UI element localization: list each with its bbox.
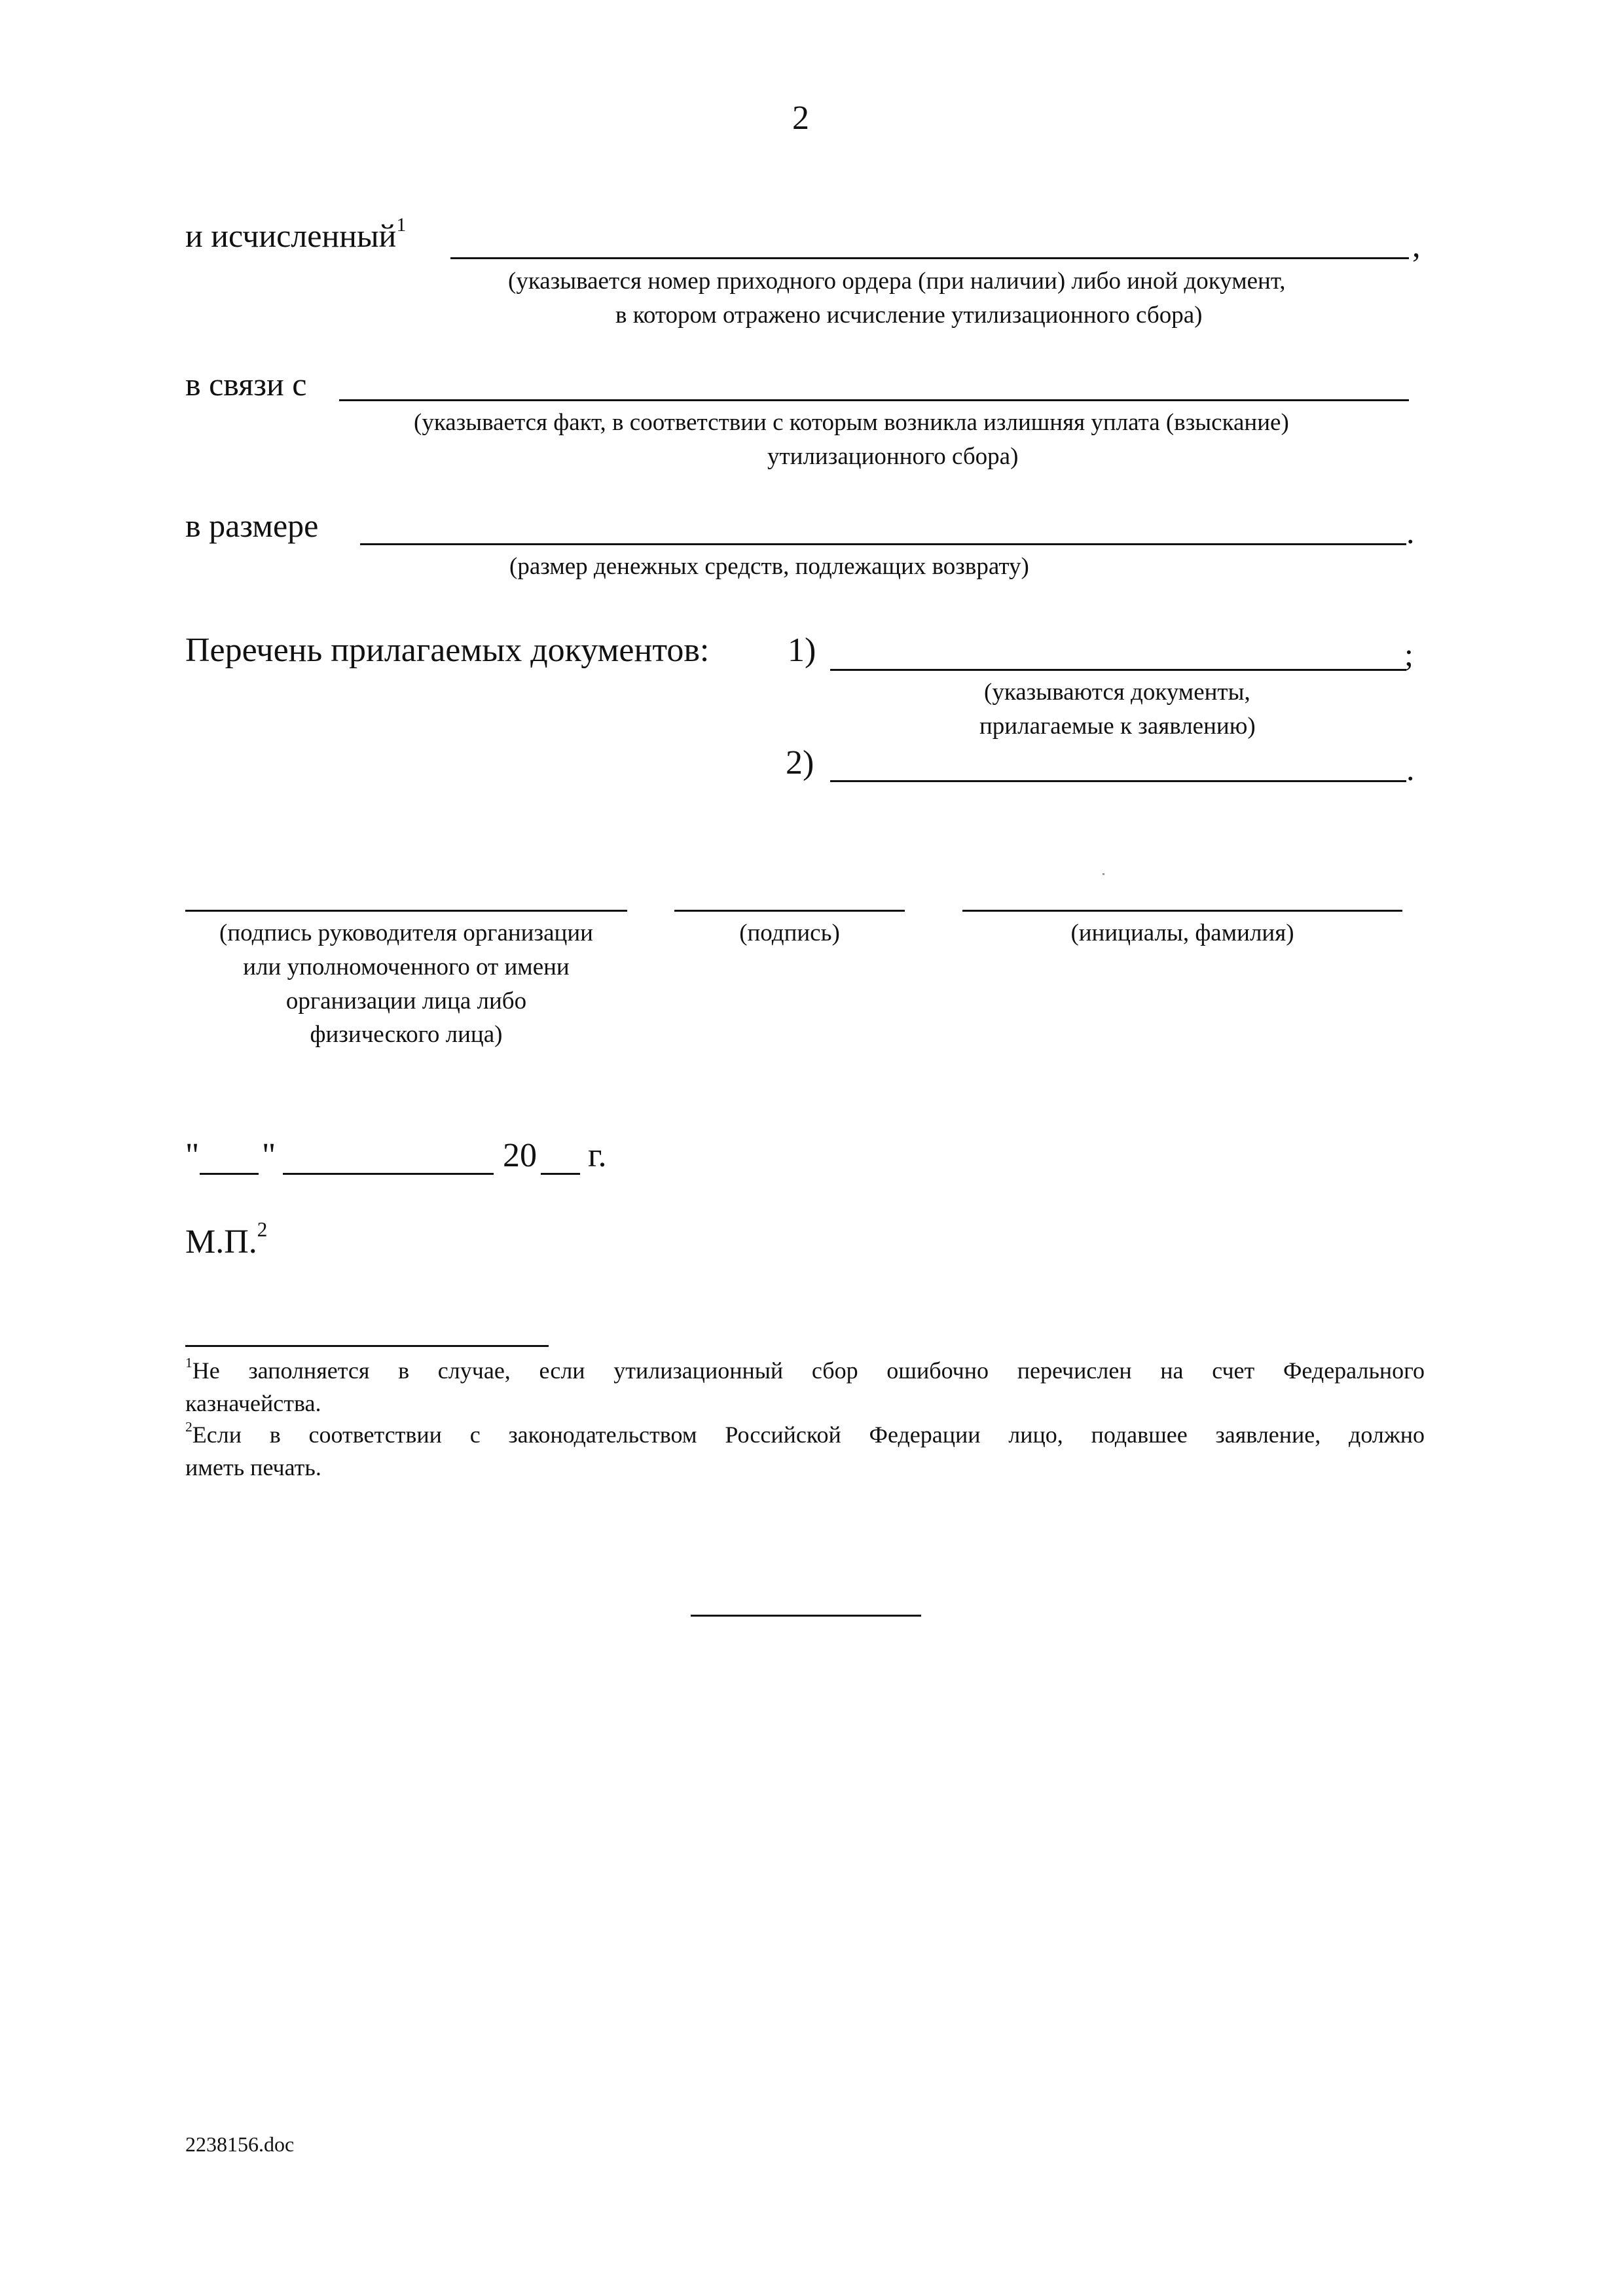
reason-field[interactable] (339, 399, 1409, 401)
footnote-2 (185, 1419, 1425, 1484)
document-end-rule (691, 1615, 921, 1617)
attachments-label: Перечень прилагаемых документов: (185, 632, 710, 669)
file-name: 2238156.doc (185, 2132, 295, 2156)
calculated-field[interactable] (450, 257, 1409, 259)
footnote-1-text: Не заполняется в случае, если утилизационный сбор ошибочно перечислен на счет Федерального (192, 1357, 1425, 1384)
date-year-field[interactable] (541, 1173, 580, 1175)
initials-hint: (инициалы, фамилия) (1070, 920, 1294, 946)
stamp-label (185, 1218, 268, 1261)
footnote-2-line2: иметь печать. (185, 1454, 321, 1480)
attachment-1-semicolon: ; (1404, 636, 1413, 673)
attachment-2-period: . (1406, 751, 1415, 787)
head-signature-field[interactable] (185, 910, 627, 912)
date-month-field[interactable] (283, 1173, 494, 1175)
date-day-field[interactable] (200, 1173, 259, 1175)
initials-field[interactable] (962, 910, 1402, 912)
signature-hint: (подпись) (739, 920, 840, 946)
attachment-2-number: 2) (786, 744, 814, 781)
attachment-2-field[interactable] (830, 780, 1406, 782)
page-number: 2 (792, 99, 809, 137)
footnote-1-line2: казначейства. (185, 1390, 321, 1416)
footnote-ref-2: 2 (257, 1218, 268, 1242)
calculated-label (185, 214, 407, 254)
attachments-hint-2: прилагаемые к заявлению) (979, 713, 1256, 740)
calculated-hint-2: в котором отражено исчисление утилизационного сбора) (615, 302, 1203, 329)
attachment-1-field[interactable] (830, 669, 1406, 671)
amount-period: . (1406, 514, 1415, 550)
footnote-2-line1 (185, 1419, 1425, 1452)
reason-hint-1: (указывается факт, в соответствии с которым возникла излишняя уплата (взыскание) (414, 409, 1289, 436)
amount-label: в размере (185, 507, 319, 544)
reason-hint-2: утилизационного сбора) (767, 443, 1019, 470)
footnote-2-text: Если в соответствии с законодательством Российской Федерации лицо, подавшее заявление, должно (192, 1422, 1425, 1448)
calculated-label-text: и исчисленный (185, 217, 397, 254)
head-signature-hint-3: организации лица либо (285, 987, 527, 1014)
date-year-prefix: 20 (503, 1137, 537, 1174)
calculated-comma: , (1412, 227, 1421, 264)
signature-field[interactable] (674, 910, 905, 912)
head-signature-hint-4: физического лица) (310, 1021, 503, 1049)
footnote-2-ref: 2 (185, 1418, 192, 1435)
calculated-hint-1: (указывается номер приходного ордера (при наличии) либо иной документ, (508, 268, 1286, 295)
scan-speck (1103, 873, 1104, 875)
date-year-suffix: г. (588, 1137, 607, 1174)
head-signature-hint-2: или уполномоченного от имени (243, 953, 570, 980)
footnote-1-ref: 1 (185, 1354, 192, 1371)
footnote-1 (185, 1355, 1425, 1420)
footnote-separator (185, 1345, 549, 1347)
head-signature-hint (185, 916, 627, 1052)
reason-label: в связи с (185, 366, 307, 403)
footnote-1-line1 (185, 1355, 1425, 1388)
footnote-ref-1: 1 (396, 214, 407, 236)
attachments-hint-1: (указываются документы, (984, 679, 1250, 706)
amount-field[interactable] (360, 543, 1406, 545)
head-signature-hint-1: (подпись руководителя организации (219, 920, 593, 946)
stamp-label-text: М.П. (185, 1223, 257, 1261)
attachment-1-number: 1) (788, 632, 816, 669)
date-open-quote: " (185, 1137, 200, 1174)
amount-hint: (размер денежных средств, подлежащих возврату) (509, 553, 1029, 580)
date-close-quote: " (262, 1137, 276, 1174)
